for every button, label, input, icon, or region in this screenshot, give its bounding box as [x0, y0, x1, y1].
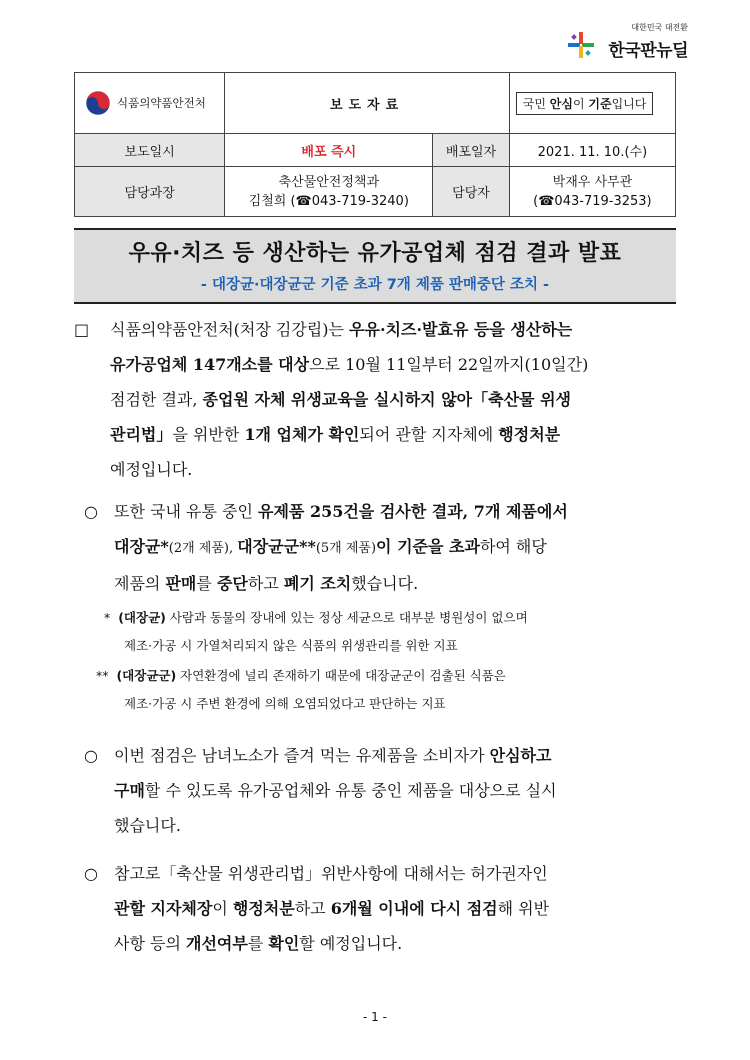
release-date-value: 2021. 11. 10.(수)	[509, 134, 675, 167]
dept-head-contact: 김철희 (☎043-719-3240)	[248, 193, 409, 209]
circle-bullet-icon: ○	[84, 864, 98, 883]
footnote-ecoli: * (대장균) 사람과 동물의 장내에 있는 정상 세균으로 대부분 병원성이 없으며 제조·가공 시 가열처리되지 않은 식품의 위생관리를 위한 지표	[104, 610, 528, 653]
circle-bullet-icon: ○	[84, 746, 98, 765]
document-title: 보도자료	[225, 73, 509, 134]
contact-person-label: 담당자	[433, 167, 510, 217]
dept-name: 축산물안전정책과	[278, 174, 380, 190]
square-bullet-icon: □	[74, 320, 90, 339]
contact-person-phone: (☎043-719-3253)	[533, 193, 652, 209]
paragraph-3	[74, 738, 678, 843]
taegeuk-emblem-icon	[85, 90, 111, 116]
release-time-label: 보도일시	[75, 134, 225, 167]
dept-head-label: 담당과장	[75, 167, 225, 217]
paragraph-2	[74, 494, 678, 601]
paragraph-4	[74, 856, 678, 961]
headline-subtitle: - 대장균·대장균군 기준 초과 7개 제품 판매중단 조치 -	[200, 277, 550, 293]
paragraph-4-text: 참고로「축산물 위생관리법」위반사항에 대해서는 허가권자인 관할 지자체장이 행정처분하고 6개월 이내에 다시 점검해 위반 사항 등의 개선여부를 확인할 예정입니다.	[114, 864, 550, 953]
circle-bullet-icon: ○	[84, 502, 98, 521]
brand-small-text: 대한민국 대전환	[631, 23, 688, 32]
paragraph-3-text: 이번 점검은 남녀노소가 즐겨 먹는 유제품을 소비자가 안심하고 구매할 수 있도록 유가공업체와 유통 중인 제품을 대상으로 실시 했습니다.	[114, 746, 557, 835]
contact-person-value	[509, 167, 675, 217]
headline-box	[74, 228, 676, 304]
slogan-badge: 국민 안심이 기준입니다	[516, 92, 654, 115]
slogan-cell	[509, 73, 675, 134]
dept-head-value	[225, 167, 433, 217]
new-deal-emblem-icon	[568, 32, 594, 60]
paragraph-2-text: 또한 국내 유통 중인 유제품 255건을 검사한 결과, 7개 제품에서 대장균*(2개 제품), 대장균군**(5개 제품)이 기준을 초과하여 해당 제품의 판매를 중단하고 폐기 조치했습니다.	[114, 502, 568, 593]
release-time-value: 배포 즉시	[301, 144, 357, 160]
paragraph-1	[74, 312, 678, 487]
page-number: - 1 -	[363, 1010, 387, 1024]
release-date-label: 배포일자	[433, 134, 510, 167]
korean-new-deal-logo	[568, 22, 688, 68]
headline-title: 우유·치즈 등 생산하는 유가공업체 점검 결과 발표	[128, 241, 622, 266]
brand-title: 한국판뉴딜	[608, 41, 688, 61]
contact-person-name: 박재우 사무관	[552, 174, 633, 190]
agency-cell	[75, 73, 225, 134]
paragraph-1-text: 식품의약품안전처(처장 김강립)는 우유·치즈·발효유 등을 생산하는 유가공업체 147개소를 대상으로 10월 11일부터 22일까지(10일간) 점검한 결과, 종업원 자체 위생교육을 실시하지 않아「축산물 위생 관리법」을 위반한 1개 업체가 확인되어 관할 지자체에 행정처분 예정입니다.	[110, 320, 589, 479]
press-header-table	[74, 72, 676, 217]
footnote-coliform: ** (대장균군) 자연환경에 널리 존재하기 때문에 대장균군이 검출된 식품은 제조·가공 시 주변 환경에 의해 오염되었다고 판단하는 지표	[96, 668, 506, 711]
agency-name: 식품의약품안전처	[117, 96, 206, 110]
